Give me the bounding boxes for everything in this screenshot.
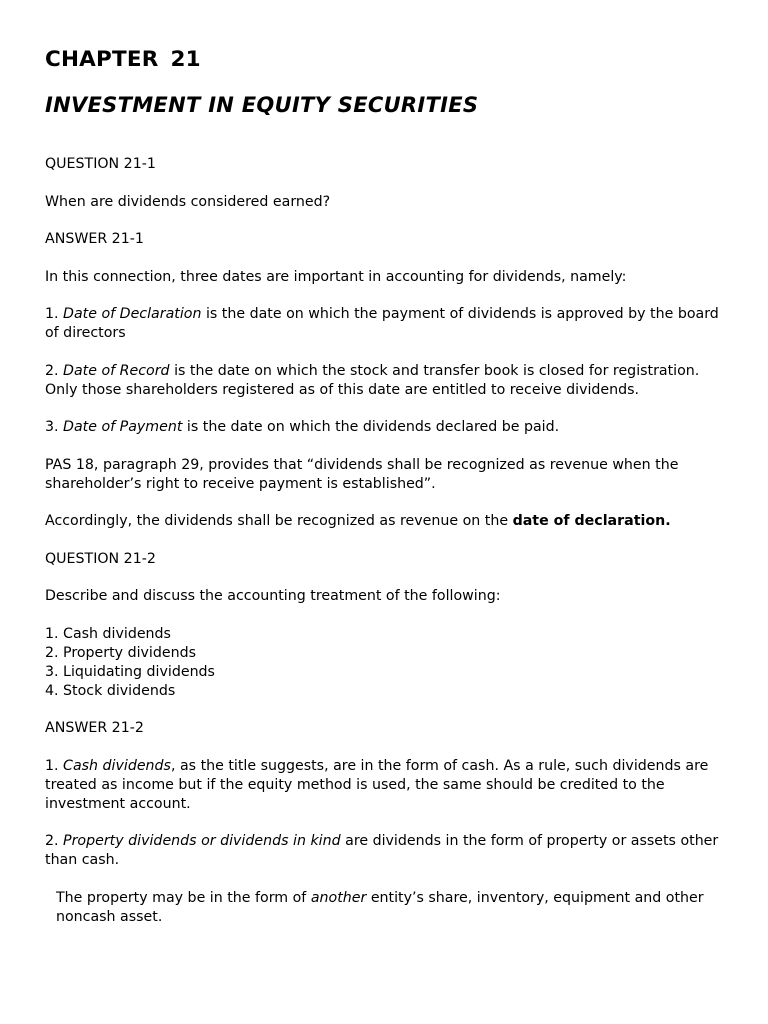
item-number: 2. [45,833,64,849]
answer-item [45,889,735,927]
chapter-title: INVESTMENT IN EQUITY SECURITIES [45,93,479,117]
chapter-number: 21 [170,47,201,72]
item-text: entity’s share, inventory, equipment and other noncash asset. [56,889,704,925]
item-term: Date of Payment [63,419,183,435]
conclusion-text: Accordingly, the dividends shall be recognized as revenue on the [45,513,513,529]
item-term: Date of Declaration [63,306,202,322]
item-text: is the date on which the dividends declared be paid. [182,419,560,435]
item-term: another [310,889,367,906]
question-text: Describe and discuss the accounting treatment of the following: [45,588,501,604]
conclusion-emphasis: date of declaration. [512,513,671,529]
answer-item [45,832,735,870]
question-text: When are dividends considered earned? [45,193,331,210]
item-number: 3. [45,419,64,435]
item-number: 2. [45,362,64,379]
item-text: is the date on which the payment of dividends is approved by the board of directors [45,306,719,341]
chapter-heading [45,47,201,72]
item-term: Date of Record [63,362,170,379]
question-heading: QUESTION 21-2 [45,550,156,567]
item-text: are dividends in the form of property or assets other than cash. [45,833,719,868]
chapter-label: CHAPTER [45,47,159,72]
document-body [45,155,735,945]
item-text: , as the title suggests, are in the form of cash. As a rule, such dividends are treated as income but if the equity method is used, the same should be credited to the investment account. [45,757,709,812]
list-item: 2. Property dividends [45,644,196,661]
item-number: 1. [45,306,64,322]
item-number: 1. [45,757,64,774]
answer-item [45,362,735,400]
answer-item [45,305,735,343]
question-heading: QUESTION 21-1 [45,156,156,172]
item-text: is the date on which the stock and transfer book is closed for registration. Only those shareholders registered as of this date are entitled to receive dividends. [45,362,700,398]
answer-item [45,757,735,814]
list-item: 1. Cash dividends [45,625,171,642]
list-item: 3. Liquidating dividends [45,663,215,680]
dividend-type-list [45,625,735,701]
item-text: The property may be in the form of [56,889,311,906]
answer-heading: ANSWER 21-1 [45,231,144,247]
answer-intro: In this connection, three dates are important in accounting for dividends, namely: [45,268,627,285]
conclusion-paragraph [45,512,735,531]
answer-item [45,418,735,437]
answer-heading: ANSWER 21-2 [45,720,144,736]
pas-paragraph: PAS 18, paragraph 29, provides that “dividends shall be recognized as revenue when the shareholder’s right to receive payment is established”. [45,456,679,492]
item-term: Cash dividends [63,757,171,774]
list-item: 4. Stock dividends [45,682,176,699]
item-term: Property dividends or dividends in kind [63,833,341,849]
